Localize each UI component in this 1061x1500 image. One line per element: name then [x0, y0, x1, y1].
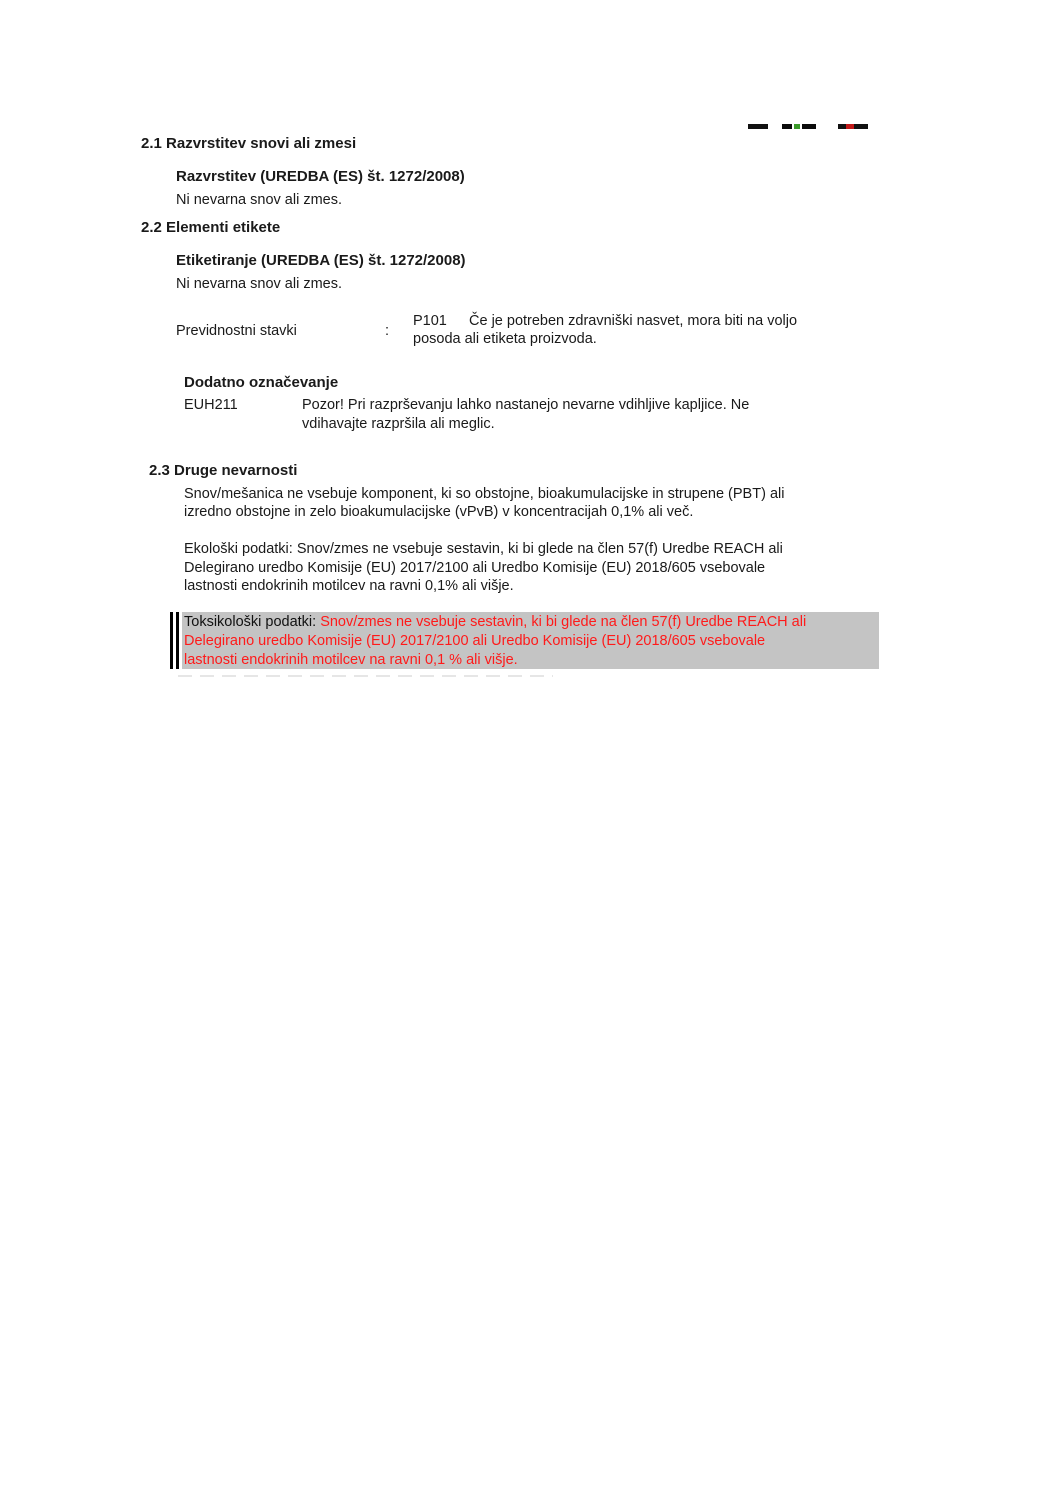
euh-line-2: vdihavajte razpršila ali meglic.: [302, 416, 495, 432]
additional-labelling-heading: Dodatno označevanje: [184, 374, 339, 391]
precaution-line-1: Če je potreben zdravniški nasvet, mora biti na voljo: [469, 313, 798, 329]
tox-paragraph: [184, 613, 879, 670]
pbt-line-1: Snov/mešanica ne vsebuje komponent, ki so obstojne, bioakumulacijske in strupene (PBT) ali: [184, 486, 785, 502]
precaution-code: P101: [413, 313, 447, 329]
tox-line-3: lastnosti endokrinih motilcev na ravni 0,1 % ali višje.: [184, 652, 518, 668]
precaution-label: Previdnostni stavki: [176, 323, 297, 339]
scan-artifact-marks: [748, 124, 872, 132]
tox-label: Toksikološki podatki:: [184, 614, 317, 630]
eco-line-2: Delegirano uredbo Komisije (EU) 2017/2100 ali Uredbo Komisije (EU) 2018/605 vsebovale: [184, 560, 766, 576]
euh-code: EUH211: [184, 397, 238, 413]
tox-line-2: Delegirano uredbo Komisije (EU) 2017/2100 ali Uredbo Komisije (EU) 2018/605 vsebovale: [184, 633, 766, 649]
section-2-2-text: Ni nevarna snov ali zmes.: [176, 276, 343, 292]
eco-line-1: Ekološki podatki: Snov/zmes ne vsebuje sestavin, ki bi glede na člen 57(f) Uredbe REACH ali: [184, 541, 783, 557]
euh-line-1: Pozor! Pri razprševanju lahko nastanejo nevarne vdihljive kapljice. Ne: [302, 397, 750, 413]
pbt-line-2: izredno obstojne in zelo bioakumulacijske (vPvB) v koncentracijah 0,1% ali več.: [184, 504, 694, 520]
tox-line-1: [184, 613, 879, 632]
section-2-1-subheading: Razvrstitev (UREDBA (ES) št. 1272/2008): [176, 168, 465, 185]
section-2-1-heading: 2.1 Razvrstitev snovi ali zmesi: [141, 135, 357, 152]
section-2-3-heading: 2.3 Druge nevarnosti: [149, 462, 298, 479]
section-2-1-text: Ni nevarna snov ali zmes.: [176, 192, 343, 208]
revision-change-bar: [176, 612, 179, 669]
precaution-line-2: posoda ali etiketa proizvoda.: [413, 331, 597, 347]
revision-change-bar: [170, 612, 173, 669]
faint-scan-line: [178, 675, 553, 677]
precaution-colon: :: [385, 323, 390, 339]
section-2-2-subheading: Etiketiranje (UREDBA (ES) št. 1272/2008): [176, 252, 466, 269]
section-2-2-heading: 2.2 Elementi etikete: [141, 219, 281, 236]
tox-changed-text: Snov/zmes ne vsebuje sestavin, ki bi glede na člen 57(f) Uredbe REACH ali: [316, 614, 807, 630]
eco-line-3: lastnosti endokrinih motilcev na ravni 0,1% ali višje.: [184, 578, 514, 594]
